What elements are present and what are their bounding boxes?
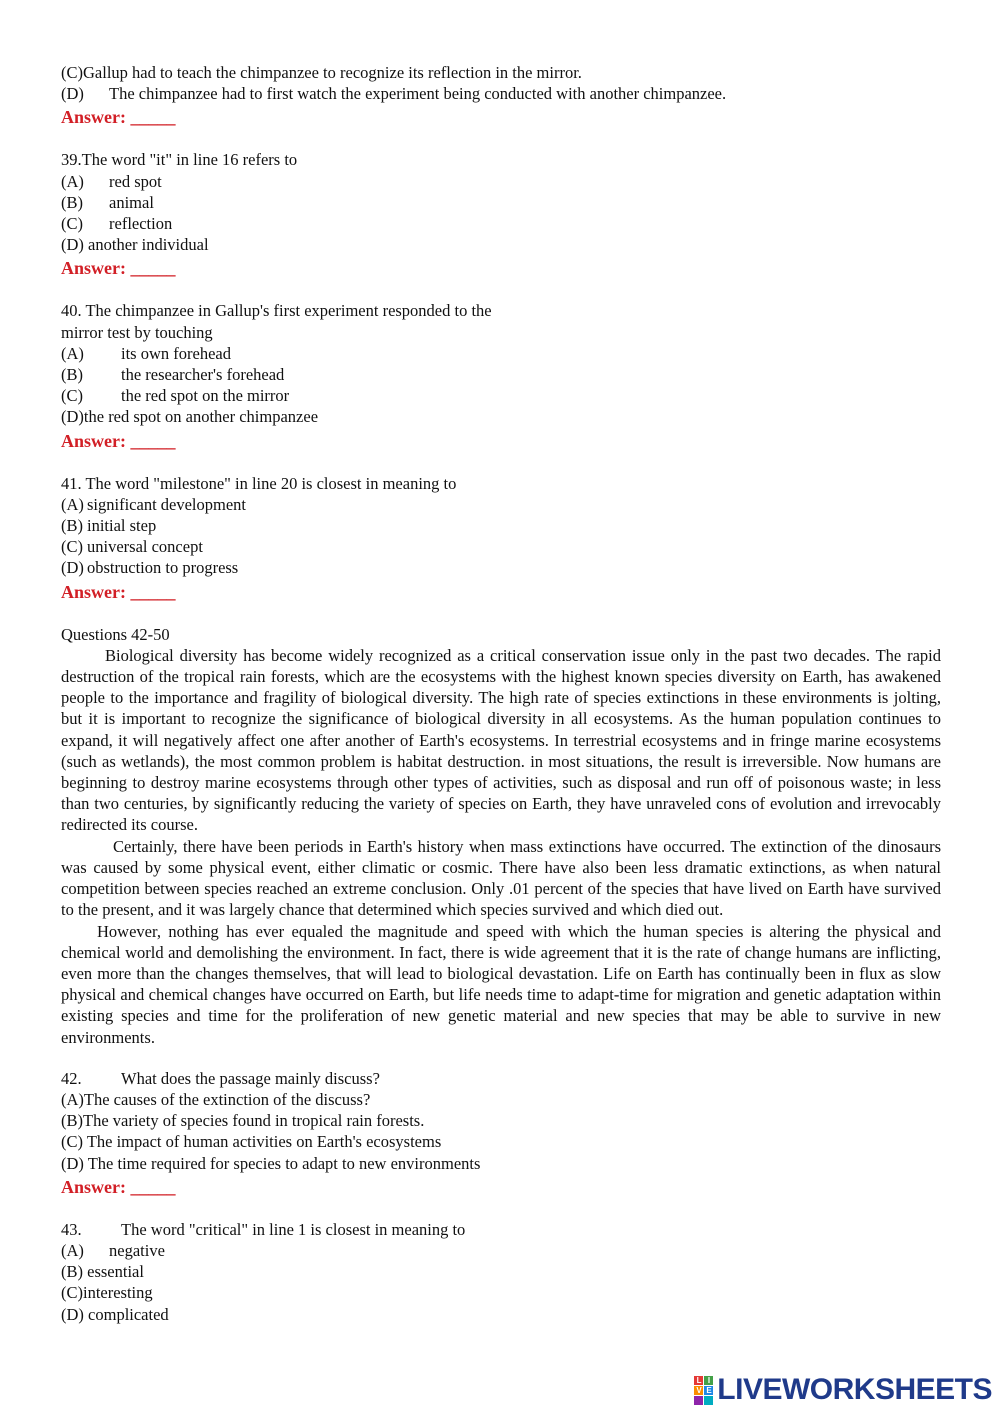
option-text: universal concept <box>87 537 203 557</box>
option-key: (A) <box>61 171 84 191</box>
q38-option-d-text: The chimpanzee had to first watch the experiment being conducted with another chimpanzee. <box>109 84 727 104</box>
q43-option-b: (B) essential <box>61 1262 144 1282</box>
option-key: (D) <box>61 558 84 578</box>
q41-answer-field[interactable]: Answer: _____ <box>61 581 176 602</box>
option-text: initial step <box>87 516 157 536</box>
q38-option-d <box>61 83 941 104</box>
q40-option-a <box>61 343 941 364</box>
q42-option-b: (B)The variety of species found in tropical rain forests. <box>61 1111 425 1131</box>
option-text: its own forehead <box>121 343 231 363</box>
option-text: the researcher's forehead <box>121 365 285 385</box>
q40-answer-field[interactable]: Answer: _____ <box>61 430 176 451</box>
option-text: negative <box>109 1240 165 1260</box>
q38-option-d-key: (D) <box>61 84 84 104</box>
q40-option-d: (D)the red spot on another chimpanzee <box>61 407 319 427</box>
q42-question-text: What does the passage mainly discuss? <box>121 1068 380 1088</box>
option-key: (A) <box>61 494 84 514</box>
passage-paragraph-3: However, nothing has ever equaled the magnitude and speed with which the human species is altering the physical and chemical world and demolishing the environment. In fact, there is wide agreement that it is the rate of change humans are inflicting, even more than the changes themselves, that will lead to biological devastation. Life on Earth has continually been in flux as slow physical and chemical changes have occurred on Earth, but life needs time to adapt-time for migration and genetic adaptation within existing species and time for the proliferation of new genetic material and new species that may be able to survive in new environments. <box>61 921 941 1047</box>
option-key: (B) <box>61 516 83 536</box>
option-text: reflection <box>109 214 173 234</box>
q39-question: 39.The word "it" in line 16 refers to <box>61 150 298 170</box>
q38-option-c: (C)Gallup had to teach the chimpanzee to recognize its reflection in the mirror. <box>61 63 582 82</box>
q40-question-line2: mirror test by touching <box>61 322 213 342</box>
reading-passage <box>61 624 941 1048</box>
q43-question <box>61 1219 941 1240</box>
q43-option-d: (D) complicated <box>61 1304 169 1324</box>
q41-option-b <box>61 515 941 536</box>
option-key: (B) <box>61 365 83 385</box>
q42-question <box>61 1068 941 1089</box>
liveworksheets-logo <box>694 1373 992 1407</box>
q41-option-d <box>61 557 941 578</box>
option-text: significant development <box>87 494 246 514</box>
q39-option-c <box>61 213 941 234</box>
q43-option-a <box>61 1240 941 1261</box>
q42-option-c: (C) The impact of human activities on Earth's ecosystems <box>61 1132 442 1152</box>
q41-option-c <box>61 536 941 557</box>
liveworksheets-logo-icon: L I V E <box>694 1376 713 1405</box>
q42-option-a: (A)The causes of the extinction of the discuss? <box>61 1089 371 1109</box>
q43-option-c: (C)interesting <box>61 1283 153 1303</box>
passage-heading: Questions 42-50 <box>61 624 170 644</box>
q42-answer-field[interactable]: Answer: _____ <box>61 1176 176 1197</box>
passage-paragraph-2: Certainly, there have been periods in Earth's history when mass extinctions have occurred. The extinction of the dinosaurs was caused by some physical event, either climatic or cosmic. There have also been less dramatic extinctions, as when natural competition between species reached an extreme conclusion. Only .01 percent of the species that have lived on Earth have survived to the present, and it was largely chance that determined which species survived and which died out. <box>61 836 941 920</box>
q39-option-d: (D) another individual <box>61 235 209 255</box>
q40-option-c <box>61 385 941 406</box>
q39-option-b <box>61 192 941 213</box>
q42-option-d: (D) The time required for species to adapt to new environments <box>61 1153 481 1173</box>
q40-option-b <box>61 364 941 385</box>
option-key: (B) <box>61 192 83 212</box>
liveworksheets-brand: LIVEWORKSHEETS <box>717 1373 992 1406</box>
option-key: (C) <box>61 214 83 234</box>
q39-answer-field[interactable]: Answer: _____ <box>61 258 176 279</box>
q43-number: 43. <box>61 1219 82 1239</box>
q39-option-a <box>61 171 941 192</box>
option-text: red spot <box>109 171 162 191</box>
q43-question-text: The word "critical" in line 1 is closest in meaning to <box>121 1219 466 1239</box>
passage-paragraph-1: Biological diversity has become widely recognized as a critical conservation issue only in the past two decades. The rapid destruction of the tropical rain forests, which are the ecosystems with the highest known species diversity on Earth, has awakened people to the importance and fragility of biological diversity. The high rate of species extinctions in these environments is jolting, but it is important to recognize the significance of biological diversity in all ecosystems. As the human population continues to expand, it will negatively affect one after another of Earth's ecosystems. In terrestrial ecosystems and in fringe marine ecosystems (such as wetlands), the most common problem is habitat destruction. in most situations, the result is irreversible. Now humans are beginning to destroy marine ecosystems through other types of activities, such as disposal and run off of poisonous waste; in less than two centuries, by significantly reducing the variety of species on Earth, they have unraveled cons of evolution and irrevocably redirected its course. <box>61 645 941 835</box>
q42-number: 42. <box>61 1068 82 1088</box>
q40-question-line1: 40. The chimpanzee in Gallup's first experiment responded to the <box>61 301 492 321</box>
q41-question: 41. The word "milestone" in line 20 is closest in meaning to <box>61 473 457 493</box>
option-text: the red spot on the mirror <box>121 386 290 406</box>
option-key: (A) <box>61 343 84 363</box>
option-text: obstruction to progress <box>87 558 239 578</box>
option-text: animal <box>109 192 154 212</box>
option-key: (A) <box>61 1240 84 1260</box>
option-key: (C) <box>61 537 83 557</box>
option-key: (C) <box>61 386 83 406</box>
q38-answer-field[interactable]: Answer: _____ <box>61 107 176 128</box>
worksheet-page <box>61 62 941 1325</box>
q41-option-a <box>61 494 941 515</box>
